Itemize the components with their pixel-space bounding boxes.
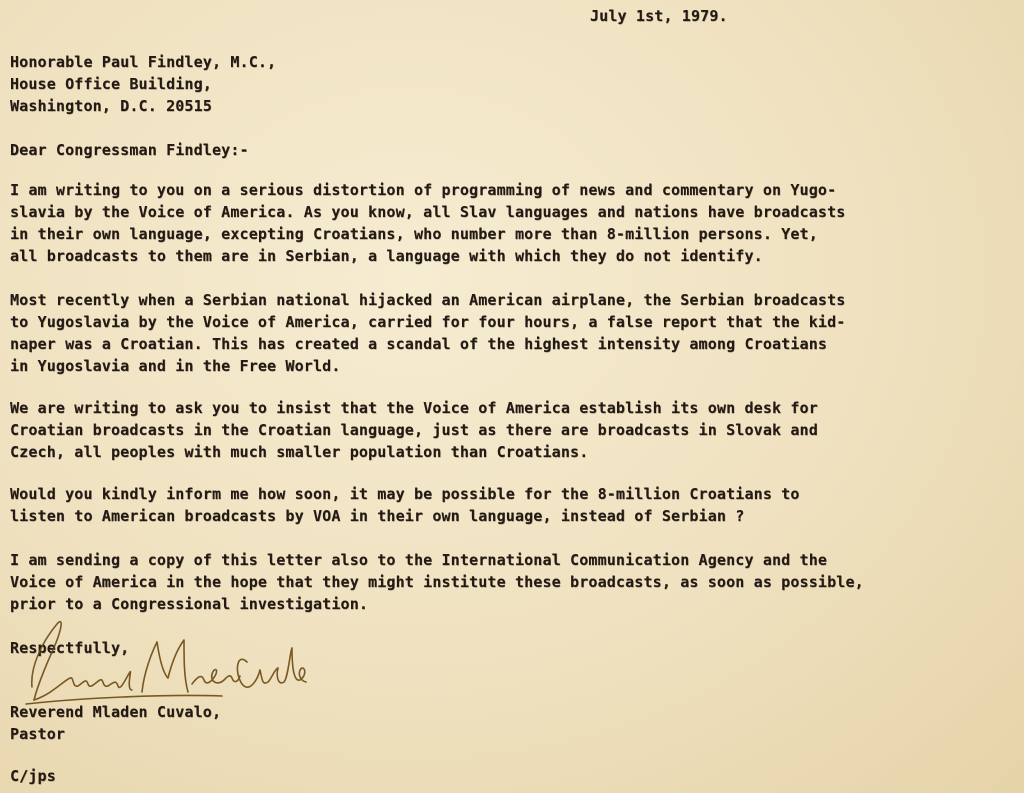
recipient-line-3: Washington, D.C. 20515 (10, 97, 212, 115)
paragraph-line: Would you kindly inform me how soon, it may be possible for the 8-million Croatians to (10, 485, 800, 503)
signer-title: Pastor (10, 725, 66, 743)
paragraph-line: all broadcasts to them are in Serbian, a language with which they do not identify. (10, 247, 763, 265)
salutation: Dear Congressman Findley:- (10, 141, 249, 159)
paragraph-line: prior to a Congressional investigation. (10, 595, 369, 613)
paragraph-line: in their own language, excepting Croatians, who number more than 8-million persons. Yet, (10, 225, 818, 243)
paragraph-line: I am sending a copy of this letter also to the International Communication Agency and the (10, 551, 828, 569)
closing: Respectfully, (10, 639, 130, 657)
recipient-line-2: House Office Building, (10, 75, 212, 93)
paragraph-line: Czech, all peoples with much smaller population than Croatians. (10, 443, 589, 461)
paragraph-line: I am writing to you on a serious distortion of programming of news and commentary on Yugo- (10, 181, 837, 199)
letter-date: July 1st, 1979. (590, 7, 728, 25)
paragraph-line: Voice of America in the hope that they might institute these broadcasts, as soon as possible, (10, 573, 864, 591)
paragraph-line: slavia by the Voice of America. As you know, all Slav languages and nations have broadcasts (10, 203, 846, 221)
paragraph-line: listen to American broadcasts by VOA in their own language, instead of Serbian ? (10, 507, 745, 525)
paragraph-line: to Yugoslavia by the Voice of America, carried for four hours, a false report that the kid- (10, 313, 846, 331)
reference-initials: C/jps (10, 767, 56, 785)
recipient-line-1: Honorable Paul Findley, M.C., (10, 53, 277, 71)
signer-name: Reverend Mladen Cuvalo, (10, 703, 222, 721)
paragraph-line: We are writing to ask you to insist that the Voice of America establish its own desk for (10, 399, 818, 417)
paragraph-line: in Yugoslavia and in the Free World. (10, 357, 341, 375)
paragraph-line: naper was a Croatian. This has created a scandal of the highest intensity among Croatians (10, 335, 828, 353)
paragraph-line: Most recently when a Serbian national hijacked an American airplane, the Serbian broadcasts (10, 291, 846, 309)
paragraph-line: Croatian broadcasts in the Croatian language, just as there are broadcasts in Slovak and (10, 421, 818, 439)
